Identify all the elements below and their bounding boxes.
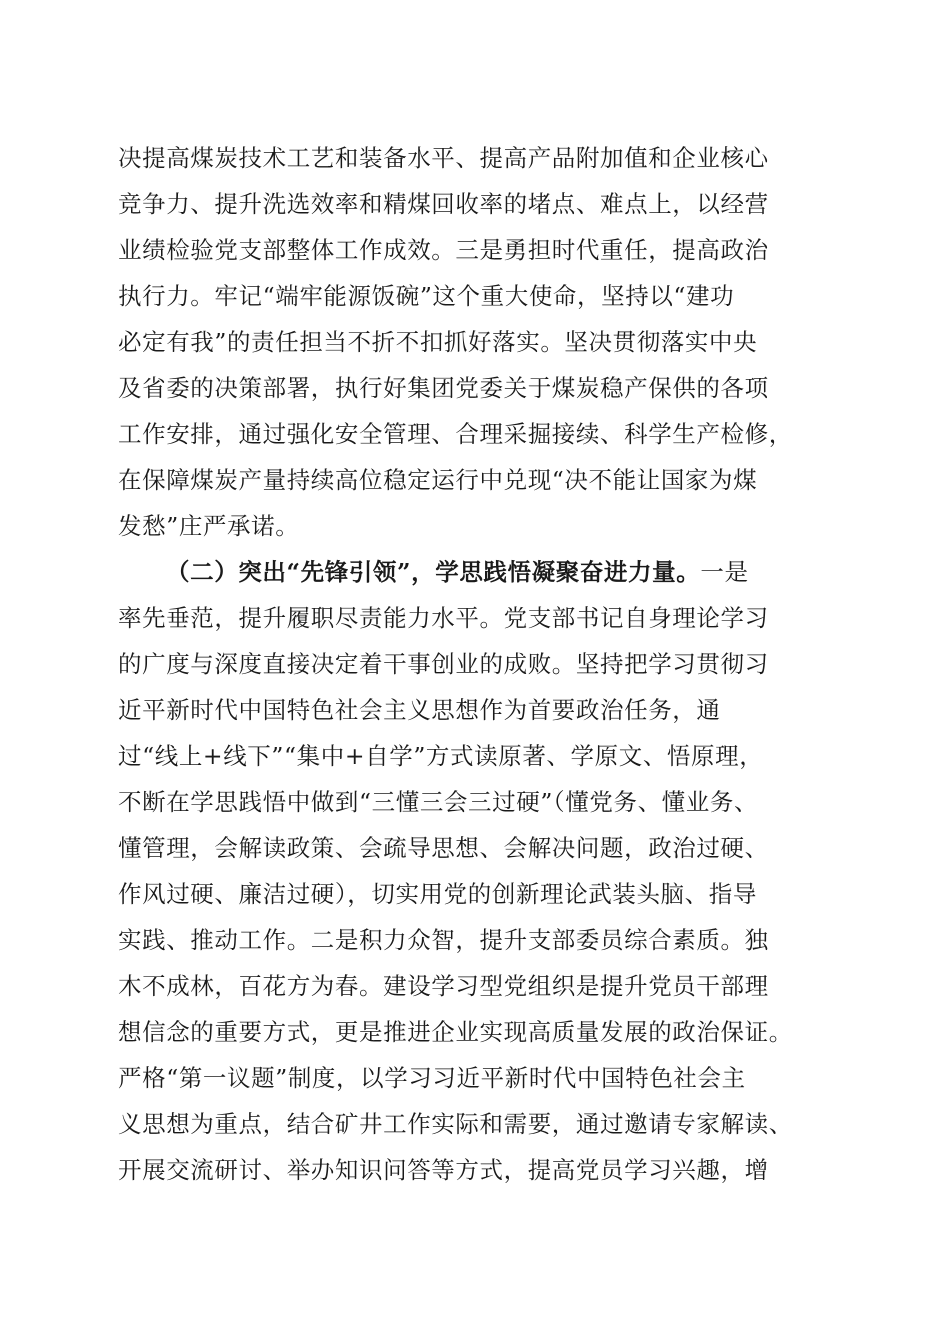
paragraph-line: 率先垂范，提升履职尽责能力水平。党支部书记自身理论学习 (118, 604, 769, 632)
paragraph-line: 业绩检验党支部整体工作成效。三是勇担时代重任，提高政治 (118, 236, 769, 264)
paragraph-line: 木不成林，百花方为春。建设学习型党组织是提升党员干部理 (118, 972, 769, 1000)
paragraph-line: 竞争力、提升洗选效率和精煤回收率的堵点、难点上，以经营 (118, 190, 769, 218)
paragraph-line: 严格“第一议题”制度，以学习习近平新时代中国特色社会主 (118, 1064, 746, 1092)
paragraph-line: 作风过硬、廉洁过硬），切实用党的创新理论武装头脑、指导 (118, 880, 757, 908)
paragraph-line: 义思想为重点，结合矿井工作实际和需要，通过邀请专家解读、 (118, 1110, 793, 1138)
paragraph-line: 必定有我”的责任担当不折不扣抓好落实。坚决贯彻落实中央 (118, 328, 758, 356)
paragraph-line: 及省委的决策部署，执行好集团党委关于煤炭稳产保供的各项 (118, 374, 769, 402)
paragraph-line: 不断在学思践悟中做到“三懂三会三过硬”（懂党务、懂业务、 (118, 788, 759, 816)
paragraph-line: 工作安排，通过强化安全管理、合理采掘接续、科学生产检修， (118, 420, 793, 448)
paragraph-line: 过“线上+线下”“集中+自学”方式读原著、学原文、悟原理， (118, 742, 764, 770)
paragraph-line: 想信念的重要方式，更是推进企业实现高质量发展的政治保证。 (118, 1018, 793, 1046)
paragraph-line: 决提高煤炭技术工艺和装备水平、提高产品附加值和企业核心 (118, 144, 769, 172)
paragraph-line: 的广度与深度直接决定着干事创业的成败。坚持把学习贯彻习 (118, 650, 769, 678)
paragraph-line: 实践、推动工作。二是积力众智，提升支部委员综合素质。独 (118, 926, 769, 954)
paragraph-line: 近平新时代中国特色社会主义思想作为首要政治任务，通 (118, 696, 721, 724)
paragraph-line: 在保障煤炭产量持续高位稳定运行中兑现“决不能让国家为煤 (118, 466, 758, 494)
paragraph-line: 开展交流研讨、举办知识问答等方式，提高党员学习兴趣，增 (118, 1156, 769, 1184)
section-heading: （二）突出“先锋引领”，学思践悟凝聚奋进力量。 (166, 558, 701, 586)
paragraph-line: 执行力。牢记“端牢能源饭碗”这个重大使命，坚持以“建功 (118, 282, 735, 310)
section-heading-continuation: 一是 (700, 558, 749, 586)
paragraph-line: 懂管理，会解读政策、会疏导思想、会解决问题，政治过硬、 (118, 834, 769, 862)
section-heading-line (166, 552, 749, 592)
paragraph-line: 发愁”庄严承诺。 (118, 512, 300, 540)
